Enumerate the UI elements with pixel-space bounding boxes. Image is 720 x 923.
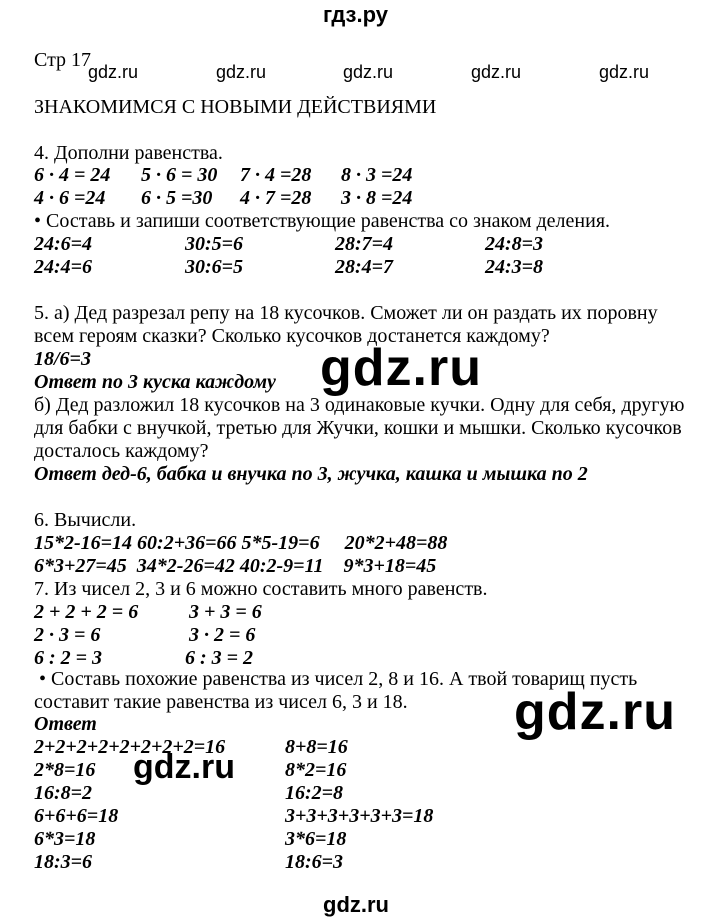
task4-div: 28:7=4 [335, 233, 394, 255]
task7-answer: 16:8=2 [34, 782, 93, 804]
task7-instruction: • Составь похожие равенства из чисел 2, 8 и 16. А твой товарищ пусть [34, 668, 638, 690]
task4-div: 30:5=6 [185, 233, 244, 255]
task7-answer: 6+6+6=18 [34, 805, 119, 827]
task4-div: 24:8=3 [485, 233, 544, 255]
task4-eq: 4 · 6 =24 [34, 187, 106, 209]
task5-a-text: всем героям сказки? Сколько кусочков достанется каждому? [34, 325, 550, 347]
task7-eq: 2 · 3 = 6 [34, 624, 101, 646]
task4-title: 4. Дополни равенства. [34, 142, 223, 164]
task7-answer: 16:2=8 [285, 782, 344, 804]
watermark-small: gdz.ru [471, 62, 522, 82]
task7-title: 7. Из чисел 2, 3 и 6 можно составить много равенств. [34, 578, 488, 600]
task5-b-text: досталось каждому? [34, 440, 209, 462]
task4-eq: 7 · 4 =28 [240, 164, 312, 186]
footer-watermark: gdz.ru [323, 892, 389, 917]
task4-div: 30:6=5 [185, 256, 244, 278]
task4-eq: 4 · 7 =28 [240, 187, 312, 209]
task4-eq: 6 · 5 =30 [141, 187, 213, 209]
watermark-large: gdz.ru [320, 339, 482, 397]
task6-row: 15*2-16=14 60:2+36=66 5*5-19=6 20*2+48=88 [34, 532, 448, 554]
task4-eq: 5 · 6 = 30 [141, 164, 218, 186]
task7-answer: 8+8=16 [285, 736, 348, 758]
watermark-small: gdz.ru [88, 62, 139, 82]
task5-a-solution: 18/6=3 [34, 348, 91, 370]
task6-title: 6. Вычисли. [34, 509, 137, 531]
task5-b-answer: Ответ дед-6, бабка и внучка по 3, жучка, кашка и мышка по 2 [34, 463, 588, 485]
task4-div: 24:3=8 [485, 256, 544, 278]
task4-instruction: • Составь и запиши соответствующие равенства со знаком деления. [34, 210, 611, 232]
task7-answer-label: Ответ [34, 713, 97, 735]
task7-answer: 2+2+2+2+2+2+2+2=16 [34, 736, 226, 758]
task7-answer: 18:3=6 [34, 851, 93, 873]
task7-answer: 3*6=18 [285, 828, 347, 850]
task7-instruction: составит такие равенства из чисел 6, 3 и 18. [34, 691, 408, 713]
topic-heading: ЗНАКОМИМСЯ С НОВЫМИ ДЕЙСТВИЯМИ [34, 96, 437, 118]
task5-a-answer: Ответ по 3 куска каждому [34, 371, 276, 393]
task7-eq: 6 : 3 = 2 [185, 647, 254, 669]
task7-answer: 8*2=16 [285, 759, 347, 781]
task7-eq: 3 + 3 = 6 [189, 601, 262, 623]
watermark-small: gdz.ru [599, 62, 650, 82]
task7-answer: 3+3+3+3+3+3=18 [285, 805, 434, 827]
task4-div: 28:4=7 [335, 256, 394, 278]
task5-b-text: для бабки с внучкой, третью для Жучки, кошки и мышки. Сколько кусочков [34, 417, 682, 439]
page-label: Стр 17 [34, 49, 92, 71]
watermark-small: gdz.ru [343, 62, 394, 82]
task4-eq: 3 · 8 =24 [341, 187, 413, 209]
site-header: гдз.ру [323, 2, 388, 27]
task6-row: 6*3+27=45 34*2-26=42 40:2-9=11 9*3+18=45 [34, 555, 437, 577]
task4-div: 24:4=6 [34, 256, 93, 278]
task5-a-text: 5. а) Дед разрезал репу на 18 кусочков. Сможет ли он раздать их поровну [34, 302, 658, 324]
watermark-large: gdz.ru [514, 683, 676, 741]
task7-answer: 6*3=18 [34, 828, 96, 850]
task7-eq: 3 · 2 = 6 [189, 624, 256, 646]
task7-answer: 2*8=16 [34, 759, 96, 781]
task7-answer: 18:6=3 [285, 851, 344, 873]
task5-b-text: б) Дед разложил 18 кусочков на 3 одинаковые кучки. Одну для себя, другую [34, 394, 685, 416]
task7-eq: 6 : 2 = 3 [34, 647, 103, 669]
task4-div: 24:6=4 [34, 233, 93, 255]
watermark-small: gdz.ru [216, 62, 267, 82]
task4-eq: 8 · 3 =24 [341, 164, 413, 186]
task4-eq: 6 · 4 = 24 [34, 164, 111, 186]
watermark-medium: gdz.ru [133, 748, 235, 786]
task7-eq: 2 + 2 + 2 = 6 [34, 601, 139, 623]
